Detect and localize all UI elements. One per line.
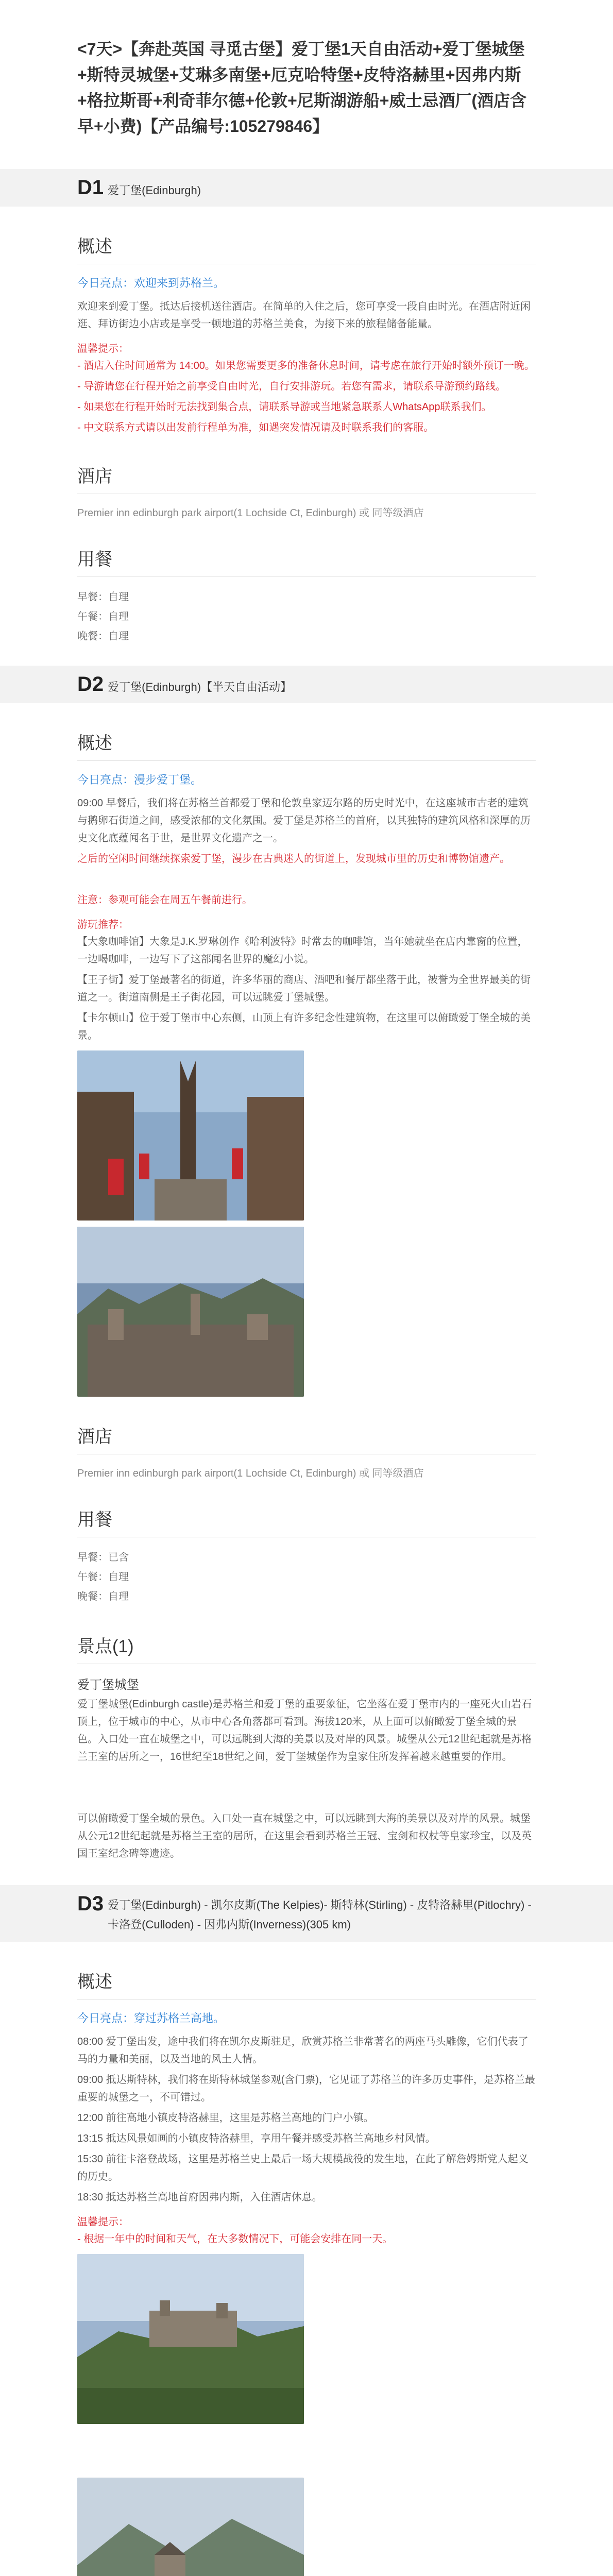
spot-description: 爱丁堡城堡(Edinburgh castle)是苏格兰和爱丁堡的重要象征，它坐落在爱丁堡市内的一座死火山岩石顶上，位于城市的中心，从市中心各角落都可看到。海拔120米，从上面可以俯瞰爱丁堡全城的景色。入口处一直在城堡之中，可以远眺到大海的美景以及对岸的风景。城堡从公元12世纪起就是苏格兰王室的居所之一，16世纪至18世纪之间，爱丁堡城堡作为皇家住所发挥着越来越重要的作用。	[77, 1699, 532, 1762]
recommend-item: 【大象咖啡馆】大象是J.K.罗琳创作《哈利波特》时常去的咖啡馆，当年她就坐在店内靠窗的位置，一边喝咖啡，一边写下了这部闻名世界的魔幻小说。	[77, 936, 528, 965]
day-2-section	[0, 729, 613, 1862]
overview-title: 概述	[77, 1972, 112, 1992]
tip-line: - 导游请您在行程开始之前享受自由时光，自行安排游玩。若您有需求，请联系导游预约路线。	[77, 381, 506, 392]
meal-breakfast: 早餐：已含	[77, 1552, 129, 1563]
recommend-title: 游玩推荐：	[77, 919, 129, 930]
meals-title: 用餐	[77, 550, 112, 569]
overview-title: 概述	[77, 237, 112, 257]
day-1-header	[0, 169, 613, 207]
meal-lunch: 午餐：自理	[77, 611, 129, 622]
title-block	[0, 0, 613, 160]
notice-text: 注意：参观可能会在周五午餐前进行。	[77, 894, 252, 906]
day-route: 爱丁堡(Edinburgh)	[108, 184, 201, 197]
day-description-highlight: 之后的空闲时间继续探索爱丁堡，漫步在古典迷人的街道上，发现城市里的历史和博物馆遗产。	[77, 853, 510, 865]
day-highlight: 今日亮点：欢迎来到苏格兰。	[77, 277, 225, 290]
day-highlight: 今日亮点：漫步爱丁堡。	[77, 773, 202, 786]
meal-dinner: 晚餐：自理	[77, 631, 129, 642]
meals-title: 用餐	[77, 1510, 112, 1530]
edinburgh-city-photo	[77, 1227, 304, 1397]
tip-title: 温馨提示：	[77, 343, 129, 354]
hotel-name: Premier inn edinburgh park airport(1 Lochside Ct, Edinburgh) 或 同等级酒店	[77, 507, 424, 519]
tip-line: - 根据一年中的时间和天气，在大多数情况下，可能会安排在同一天。	[77, 2233, 393, 2245]
tip-title: 温馨提示：	[77, 2216, 129, 2228]
tip-line: - 如果您在行程开始时无法找到集合点，请联系导游或当地紧急联系人WhatsApp联系我们。	[77, 401, 492, 413]
recommend-item: 【王子街】爱丁堡最著名的街道，许多华丽的商店、酒吧和餐厅都坐落于此，被誉为全世界最美的街道之一。街道南侧是王子街花园，可以远眺爱丁堡城堡。	[77, 974, 531, 1003]
itinerary-line: 13:15 抵达风景如画的小镇皮特洛赫里，享用午餐并感受苏格兰高地乡村风情。	[77, 2133, 436, 2144]
tip-line: - 酒店入住时间通常为 14:00。如果您需要更多的准备休息时间，请考虑在旅行开始时额外预订一晚。	[77, 360, 535, 371]
day-highlight: 今日亮点：穿过苏格兰高地。	[77, 2012, 225, 2025]
itinerary-line: 15:30 前往卡洛登战场，这里是苏格兰史上最后一场大规模战役的发生地，在此了解詹姆斯党人起义的历史。	[77, 2154, 529, 2182]
page-title: <7天>【奔赴英国 寻觅古堡】爱丁堡1天自由活动+爱丁堡城堡+斯特灵城堡+艾琳多南堡+厄克哈特堡+皮特洛赫里+因弗内斯+格拉斯哥+利奇菲尔德+伦敦+尼斯湖游船+威士忌酒厂(酒店含早+小费)【产品编号:105279846】	[77, 40, 527, 135]
divider	[77, 760, 536, 761]
day-3-header	[0, 1885, 613, 1942]
itinerary-line: 09:00 抵达斯特林，我们将在斯特林城堡参观(含门票)，它见证了苏格兰的许多历史事件，是苏格兰最重要的城堡之一，不可错过。	[77, 2074, 535, 2103]
meal-breakfast: 早餐：自理	[77, 591, 129, 603]
highland-lake-photo	[77, 2478, 304, 2576]
itinerary-line: 08:00 爱丁堡出发，途中我们将在凯尔皮斯驻足，欣赏苏格兰非常著名的两座马头雕像，它们代表了马的力量和美丽，以及当地的风土人情。	[77, 2036, 529, 2065]
day-description: 欢迎来到爱丁堡。抵达后接机送往酒店。在简单的入住之后，您可享受一段自由时光。在酒店附近闲逛、拜访街边小店或是享受一顿地道的苏格兰美食，为接下来的旅程储备能量。	[77, 301, 531, 330]
overview-title: 概述	[77, 734, 112, 753]
itinerary-line: 12:00 前往高地小镇皮特洛赫里，这里是苏格兰高地的门户小镇。	[77, 2112, 374, 2124]
day-number: D2	[77, 673, 104, 696]
day-route: 爱丁堡(Edinburgh)【半天自由活动】	[108, 681, 292, 693]
meal-lunch: 午餐：自理	[77, 1571, 129, 1583]
spots-title: 景点(1)	[77, 1637, 134, 1656]
hotel-title: 酒店	[77, 467, 112, 486]
day-route: 爱丁堡(Edinburgh) - 凯尔皮斯(The Kelpies)- 斯特林(Stirling) - 皮特洛赫里(Pitlochry) - 卡洛登(Culloden) - 因弗内斯(Inverness)(305 km)	[108, 1899, 532, 1931]
edinburgh-street-photo	[77, 1050, 304, 1221]
day-number: D3	[77, 1892, 104, 1915]
hotel-title: 酒店	[77, 1427, 112, 1447]
hotel-name: Premier inn edinburgh park airport(1 Lochside Ct, Edinburgh) 或 同等级酒店	[77, 1468, 424, 1479]
spot-name: 爱丁堡城堡	[77, 1678, 139, 1692]
spot-description: 可以俯瞰爱丁堡全城的景色。入口处一直在城堡之中，可以远眺到大海的美景以及对岸的风景。城堡从公元12世纪起就是苏格兰王室的居所，在这里会看到苏格兰王冠、宝剑和权杖等皇家珍宝，以及英国王室纪念碑等遗迹。	[77, 1813, 532, 1859]
day-1-section	[0, 232, 613, 646]
meal-dinner: 晚餐：自理	[77, 1591, 129, 1602]
day-number: D1	[77, 176, 104, 199]
itinerary-line: 18:30 抵达苏格兰高地首府因弗内斯，入住酒店休息。	[77, 2192, 322, 2203]
tip-line: - 中文联系方式请以出发前行程单为准，如遇突发情况请及时联系我们的客服。	[77, 422, 434, 433]
recommend-item: 【卡尔顿山】位于爱丁堡市中心东侧，山顶上有许多纪念性建筑物，在这里可以俯瞰爱丁堡全城的美景。	[77, 1012, 531, 1041]
stirling-castle-photo	[77, 2254, 304, 2424]
day-2-header	[0, 666, 613, 703]
day-description: 09:00 早餐后，我们将在苏格兰首都爱丁堡和伦敦皇家迈尔路的历史时光中，在这座城市古老的建筑与鹅卵石街道之间，感受浓郁的文化氛围。爱丁堡是苏格兰的首府，以其独特的建筑风格和深厚的历史文化底蕴闻名于世，是世界文化遗产之一。	[77, 798, 531, 844]
day-3-section	[0, 1968, 613, 2576]
